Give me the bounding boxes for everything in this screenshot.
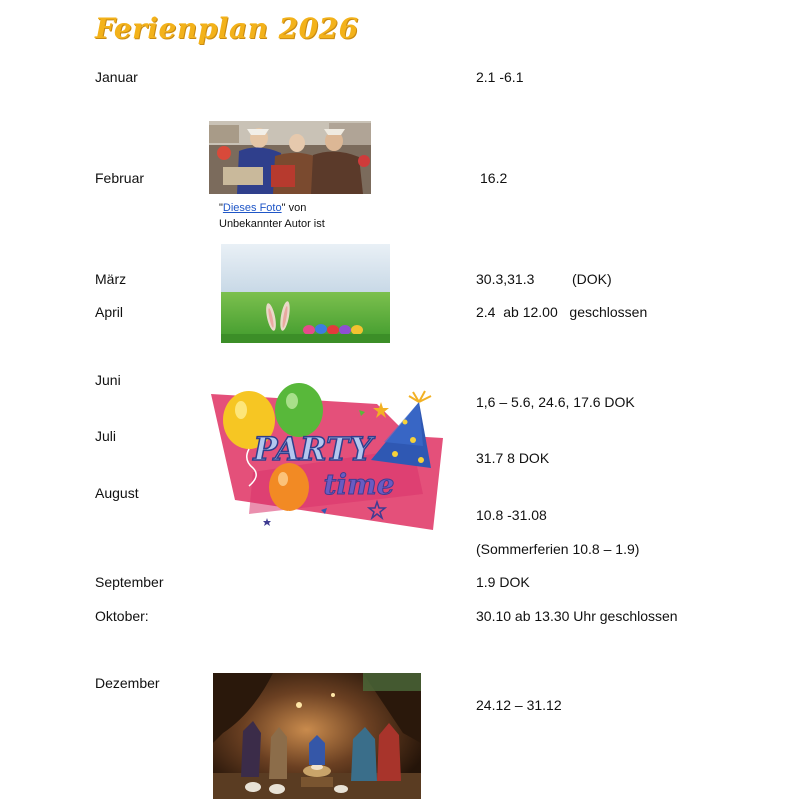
dates-juni: 1,6 – 5.6, 24.6, 17.6 DOK [476,394,635,410]
month-juli: Juli [95,428,117,444]
caption-quote-open: " [219,202,223,214]
party-word: PARTY [253,430,373,468]
carnival-photo [209,121,371,194]
month-maerz: März [95,271,127,287]
time-word: time [323,468,395,501]
dates-maerz: 30.3,31.3 [476,271,535,287]
month-dezember: Dezember [95,675,160,691]
month-juni: Juni [95,372,121,388]
dates-februar: 16.2 [480,170,508,186]
dates-september: 1.9 DOK [476,574,530,590]
month-januar: Januar [95,69,138,85]
photo-caption [219,200,306,216]
dates-august: 10.8 -31.08 [476,507,547,523]
month-september: September [95,574,164,590]
page-title: Ferienplan 2026 [95,12,359,45]
photo-caption-line2: Unbekannter Autor ist [219,218,325,230]
note-maerz: (DOK) [572,271,612,287]
month-oktober: Oktober: [95,608,149,624]
dates-januar: 2.1 -6.1 [476,69,524,85]
photo-source-link[interactable]: Dieses Foto [222,202,282,214]
dates-oktober: 30.10 ab 13.30 Uhr geschlossen [476,608,678,624]
nativity-scene-photo [213,673,421,799]
month-august: August [95,485,139,501]
month-april: April [95,304,124,320]
extra-august: (Sommerferien 10.8 – 1.9) [476,541,640,557]
dates-dezember: 24.12 – 31.12 [476,697,562,713]
easter-bunny-photo [221,244,390,343]
month-februar: Februar [95,170,145,186]
caption-quote-rest: " von [281,202,307,214]
party-time-graphic [209,382,445,532]
dates-april: 2.4 ab 12.00 geschlossen [476,304,648,320]
dates-juli: 31.7 8 DOK [476,450,550,466]
